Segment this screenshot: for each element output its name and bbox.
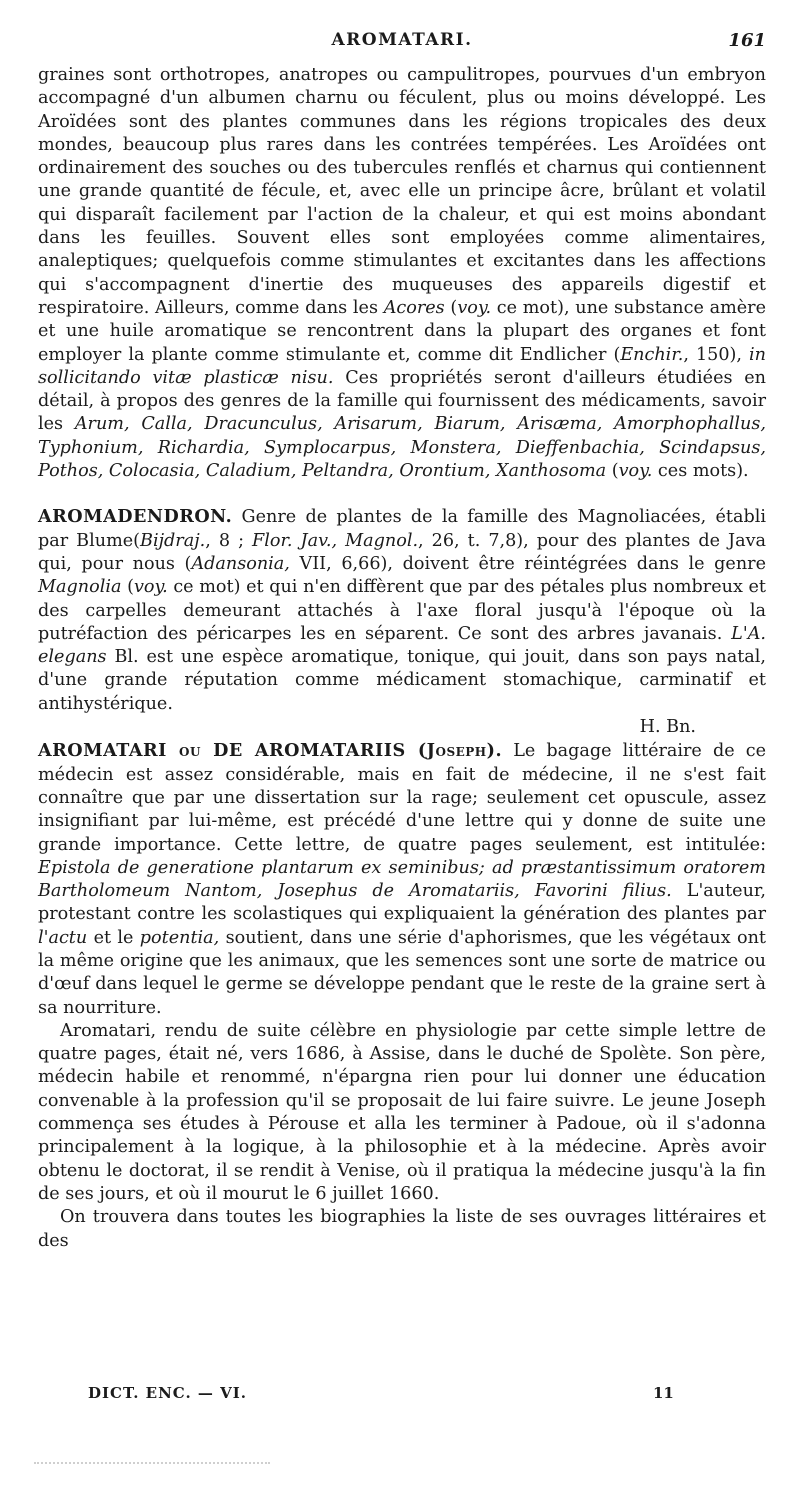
- italic-text: potentia,: [139, 927, 220, 948]
- text-run: VII, 6,66), doivent être réintégrées dans le genre: [289, 553, 767, 574]
- print-smudge: [34, 1462, 270, 1464]
- running-title: AROMATARI.: [331, 30, 473, 50]
- text-run: Le bagage littéraire de ce médecin est assez considérable, mais en fait de médecine, il ne s'est fait connaître que par une dissertation sur la rage; seulement cet opuscule, assez insignifiant par lui-même, est précédé d'une lettre qui y donne de suite une grande importance. Cette lettre, de quatre pages seulement, est intitulée:: [38, 741, 766, 855]
- paragraph: [38, 1206, 766, 1253]
- text-run: L'auteur, protestant contre les scolastiques qui expliquaient la génération des plantes par: [38, 881, 766, 925]
- italic-text: L'A. elegans: [38, 623, 766, 668]
- text-run: soutient, dans une série d'aphorismes, que les végétaux ont la même origine que les animaux, que les semences sont une sorte de matrice ou d'œuf dans lequel le germe se développe pendant que le reste de la graine sert à sa nourriture.: [38, 927, 766, 1018]
- italic-text: Epistola de generatione plantarum ex seminibus; ad præstantissimum oratorem Bartholomeum Nantom, Josephus de Aromatariis, Favorini filius.: [38, 857, 766, 902]
- page-number: 161: [728, 30, 766, 51]
- text-run: , 8 ;: [205, 530, 253, 551]
- italic-text: voy.: [133, 577, 168, 598]
- headword: AROMATARI ou DE AROMATARIIS (Joseph).: [38, 740, 503, 762]
- italic-text: Flor. Jav., Magnol.: [252, 530, 419, 551]
- text-run: , 26, t. 7,8), pour des plantes de Java qui, pour nous (: [38, 530, 766, 574]
- text-run: ces mots).: [652, 461, 749, 482]
- text-run: ce mot) et qui n'en diffèrent que par des pétales plus nombreux et des carpelles demeurant attachés à l'axe floral jusqu'à l'époque où la putréfaction des péricarpes les en séparent. Ce sont des arbres javanais.: [38, 577, 766, 644]
- paragraph: [38, 64, 766, 483]
- italic-text: in sollicitando vitæ plasticæ nisu.: [38, 344, 766, 388]
- italic-text: voy.: [618, 461, 653, 482]
- signature-mark: 11: [653, 1384, 674, 1402]
- paragraph: [38, 1020, 766, 1206]
- text-run: (: [444, 297, 458, 318]
- italic-text: voy.: [457, 297, 492, 318]
- volume-reference: DICT. ENC. — VI.: [88, 1384, 247, 1402]
- text-run: On trouvera dans toutes les biographies la liste de ses ouvrages littéraires et des: [38, 1207, 766, 1251]
- paragraph: [38, 505, 766, 716]
- page-header: [38, 30, 766, 54]
- text-run: et le: [87, 927, 140, 948]
- italic-text: Enchir.: [620, 344, 684, 365]
- headword: AROMADENDRON.: [38, 506, 233, 528]
- paragraph: [38, 716, 766, 739]
- text-run: (: [121, 577, 134, 598]
- text-run: ce mot), une substance amère et une huile aromatique se rencontrent dans la plupart des organes et font employer la plante comme stimulante et, comme dit Endlicher (: [38, 297, 766, 365]
- text-run: graines sont orthotropes, anatropes ou campulitropes, pourvues d'un embryon accompagné d'un albumen charnu ou féculent, plus ou moins développé. Les Aroïdées sont des plantes communes dans les régions tropicales des deux mondes, beaucoup plus rares dans les contrées tempérées. Les Aroïdées ont ordinairement des souches ou des tubercules renflés et charnus qui contiennent une grande quantité de fécule, et, avec elle un principe âcre, brûlant et volatil qui disparaît facilement par l'action de la chaleur, et qui est moins abondant dans les feuilles. Souvent elles sont employées comme alimentaires, analeptiques; quelquefois comme stimulantes et excitantes dans les affections qui s'accompagnent d'inertie des muqueuses des appareils digestif et respiratoire. Ailleurs, comme dans les: [38, 65, 766, 318]
- text-run: Aromatari, rendu de suite célèbre en physiologie par cette simple lettre de quatre pages, était né, vers 1686, à Assise, dans le duché de Spolète. Son père, médecin habile et renommé, n'épargna rien pour lui donner une éducation convenable à la profession qu'il se proposait de lui faire suivre. Le jeune Joseph commença ses études à Pérouse et alla les terminer à Padoue, où il s'adonna principalement à la logique, à la philosophie et à la médecine. Après avoir obtenu le doctorat, il se rendit à Venise, où il pratiqua la médecine jusqu'à la fin de ses jours, et où il mourut le 6 juillet 1660.: [38, 1020, 766, 1204]
- italic-text: Magnolia: [38, 577, 122, 598]
- text-run: , 150),: [683, 344, 750, 365]
- italic-text: Bijdraj.: [140, 530, 206, 551]
- paragraph: [38, 739, 766, 1020]
- text-run: (: [606, 461, 619, 482]
- italic-text: Arum, Calla, Dracunculus, Arisarum, Biarum, Arisæma, Amorphophallus, Typhonium, Richardia, Symplocarpus, Monstera, Dieffenbachia, Scindapsus, Pothos, Colocasia, Caladium, Peltandra, Orontium, Xanthosoma: [38, 414, 766, 482]
- italic-text: Acores: [383, 297, 445, 318]
- italic-text: Adansonia,: [191, 553, 290, 574]
- text-run: Bl. est une espèce aromatique, tonique, qui jouit, dans son pays natal, d'une grande réputation comme médicament stomachique, carminatif et antihystérique.: [38, 647, 766, 714]
- article-body: [38, 64, 766, 1253]
- text-run: Ces propriétés seront d'ailleurs étudiées en détail, à propos des genres de la famille qui fournissent des médicaments, savoir les: [38, 367, 766, 435]
- text-run: Genre de plantes de la famille des Magnoliacées, établi par Blume(: [38, 507, 766, 551]
- text-run: H. Bn.: [639, 717, 696, 738]
- italic-text: l'actu: [38, 927, 88, 948]
